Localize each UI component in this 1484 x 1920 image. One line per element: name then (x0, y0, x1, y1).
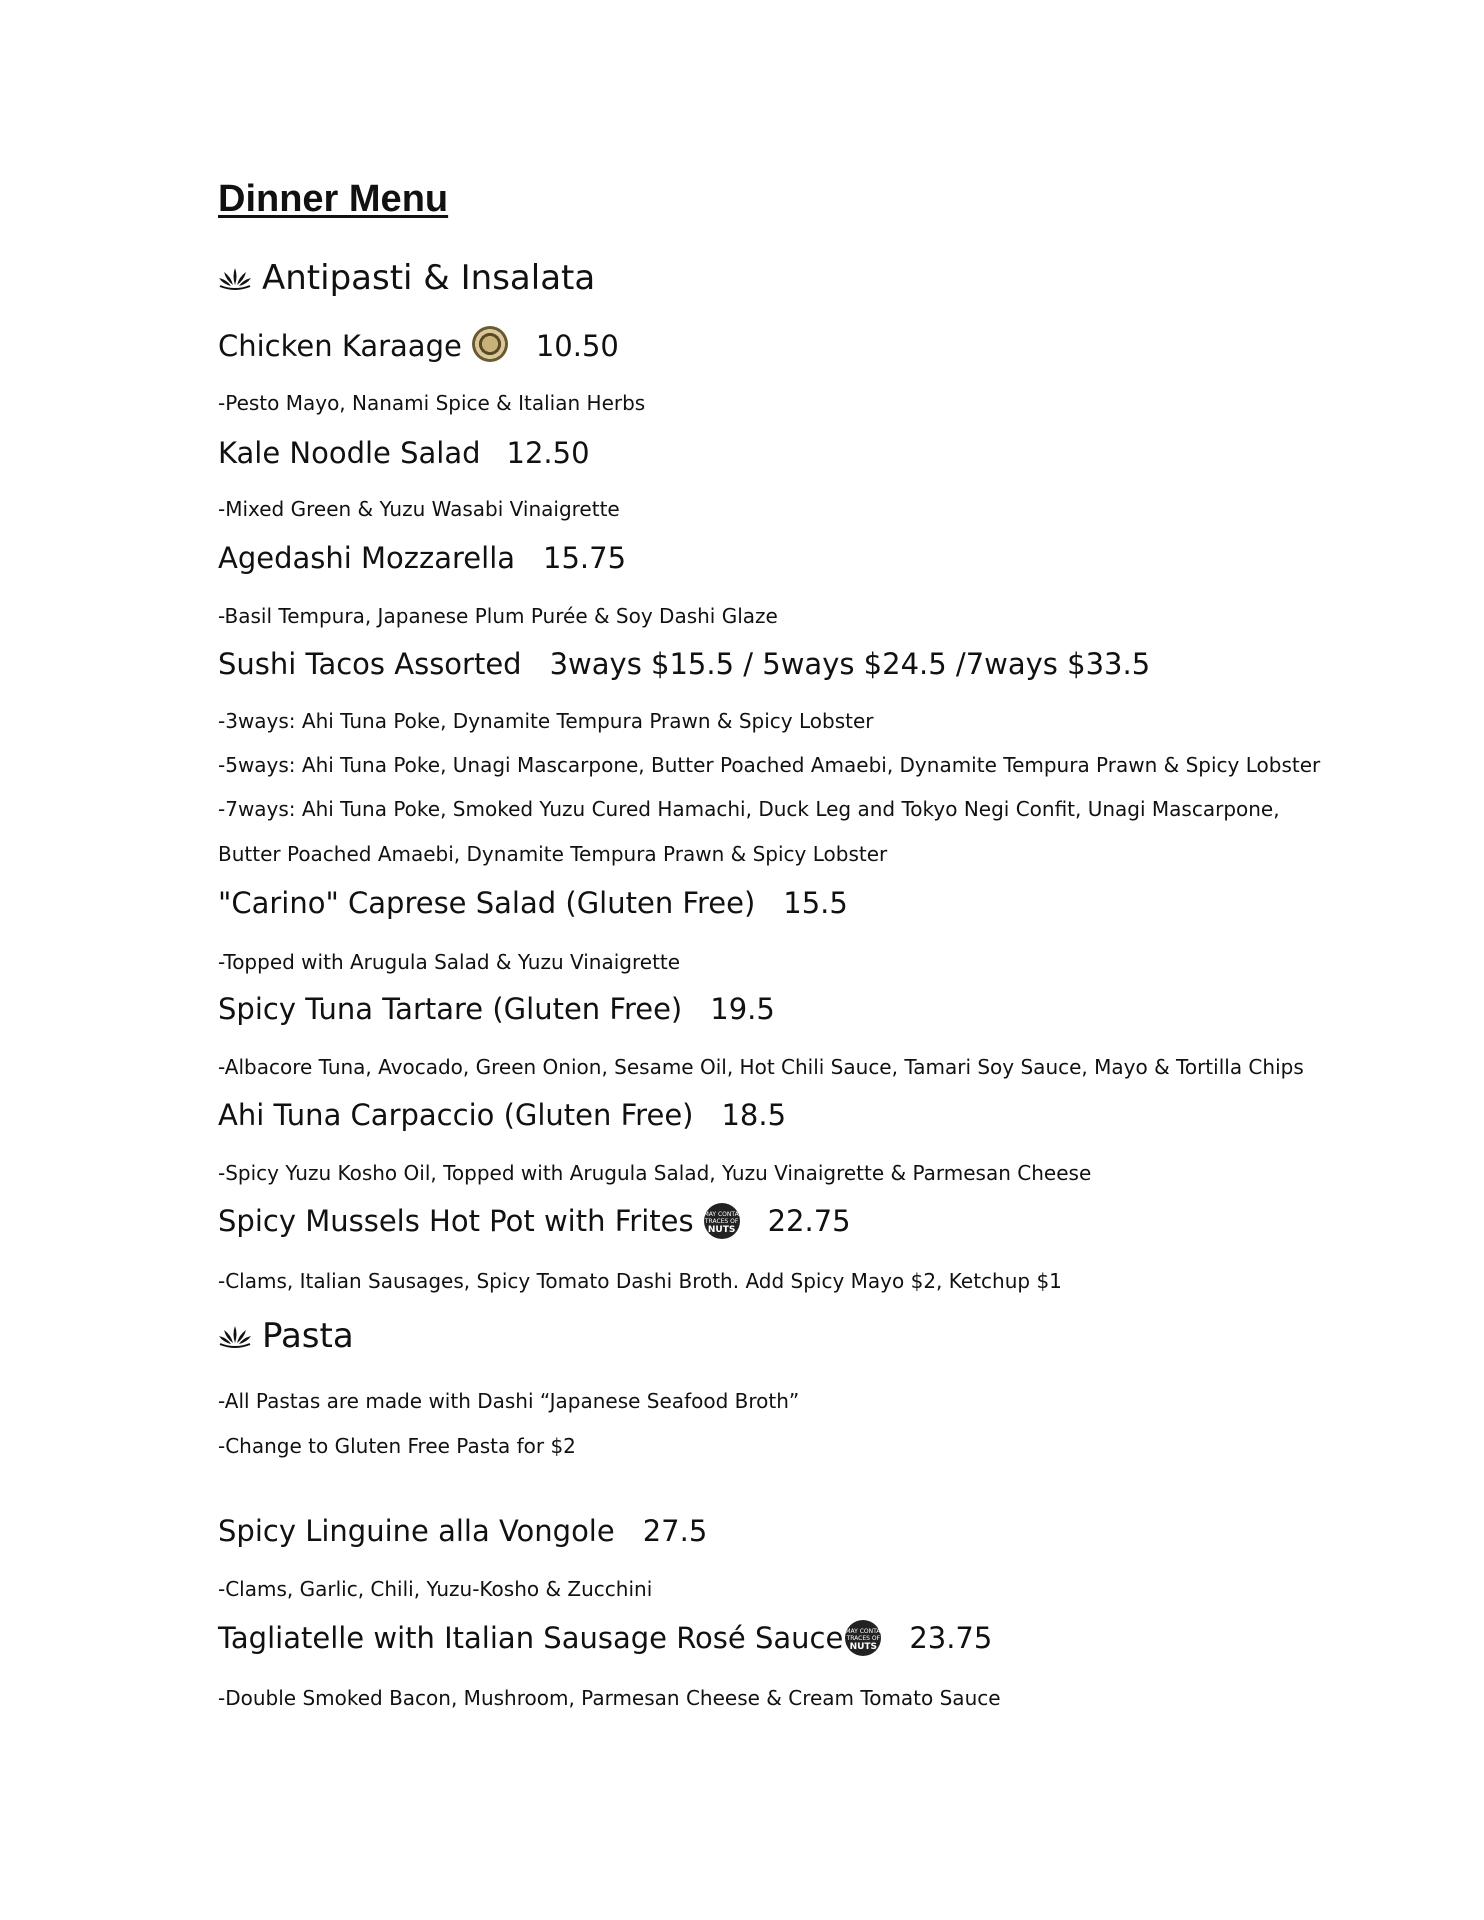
item-description: -Spicy Yuzu Kosho Oil, Topped with Arugula Salad, Yuzu Vinaigrette & Parmesan Cheese (218, 1161, 1092, 1185)
item-price: 22.75 (767, 1204, 851, 1238)
item-description: -Basil Tempura, Japanese Plum Purée & Soy Dashi Glaze (218, 604, 778, 628)
page-title: Dinner Menu (218, 178, 449, 220)
item-description: Butter Poached Amaebi, Dynamite Tempura Prawn & Spicy Lobster (218, 842, 888, 866)
menu-item (218, 436, 590, 470)
item-name: Spicy Mussels Hot Pot with Frites (218, 1204, 694, 1238)
item-price: 15.5 (783, 886, 848, 920)
section-title: Pasta (262, 1316, 354, 1356)
item-description: -3ways: Ahi Tuna Poke, Dynamite Tempura Prawn & Spicy Lobster (218, 709, 874, 733)
menu-item (218, 541, 626, 575)
item-name: Agedashi Mozzarella (218, 541, 516, 575)
lotus-icon (218, 1324, 252, 1348)
section-pasta-heading (218, 1316, 354, 1356)
item-price: 12.50 (506, 436, 590, 470)
menu-item (218, 1203, 851, 1239)
item-name: Ahi Tuna Carpaccio (Gluten Free) (218, 1098, 694, 1132)
section-antipasti-heading (218, 258, 595, 298)
item-description: -Mixed Green & Yuzu Wasabi Vinaigrette (218, 497, 620, 521)
item-price: 15.75 (543, 541, 627, 575)
item-price: 19.5 (710, 992, 775, 1026)
nut-allergen-icon (472, 326, 508, 362)
section-note: -All Pastas are made with Dashi “Japanese Seafood Broth” (218, 1389, 800, 1413)
section-note: -Change to Gluten Free Pasta for $2 (218, 1434, 576, 1458)
item-price: 10.50 (535, 329, 619, 363)
item-price: 18.5 (721, 1098, 787, 1132)
menu-item (218, 1514, 707, 1548)
item-description: -Clams, Garlic, Chili, Yuzu-Kosho & Zucchini (218, 1577, 653, 1601)
menu-item (218, 647, 1150, 681)
menu-item (218, 1620, 992, 1656)
item-name: Tagliatelle with Italian Sausage Rosé Sauce (218, 1621, 844, 1655)
item-name: Chicken Karaage (218, 329, 462, 363)
item-name: Kale Noodle Salad (218, 436, 481, 470)
menu-item (218, 886, 848, 920)
item-name: Sushi Tacos Assorted (218, 647, 522, 681)
section-title: Antipasti & Insalata (262, 258, 596, 298)
menu-item (218, 328, 619, 364)
nuts-warning-icon: MAY CONTAIN TRACES OF NUTS (704, 1203, 740, 1239)
item-description: -Albacore Tuna, Avocado, Green Onion, Sesame Oil, Hot Chili Sauce, Tamari Soy Sauce, Mayo & Tortilla Chips (218, 1055, 1304, 1079)
item-description: -5ways: Ahi Tuna Poke, Unagi Mascarpone, Butter Poached Amaebi, Dynamite Tempura Prawn & Spicy Lobster (218, 753, 1321, 777)
item-description: -Clams, Italian Sausages, Spicy Tomato Dashi Broth. Add Spicy Mayo $2, Ketchup $1 (218, 1269, 1062, 1293)
lotus-icon (218, 266, 252, 290)
item-description: -Topped with Arugula Salad & Yuzu Vinaigrette (218, 950, 681, 974)
item-price: 3ways $15.5 / 5ways $24.5 /7ways $33.5 (549, 647, 1151, 681)
item-name: "Carino" Caprese Salad (Gluten Free) (218, 886, 756, 920)
item-price: 27.5 (642, 1514, 708, 1548)
item-price: 23.75 (909, 1621, 993, 1655)
item-description: -7ways: Ahi Tuna Poke, Smoked Yuzu Cured Hamachi, Duck Leg and Tokyo Negi Confit, Unagi Mascarpone, (218, 797, 1280, 821)
menu-item (218, 992, 775, 1026)
item-name: Spicy Linguine alla Vongole (218, 1514, 615, 1548)
item-description: -Double Smoked Bacon, Mushroom, Parmesan Cheese & Cream Tomato Sauce (218, 1686, 1001, 1710)
menu-item (218, 1098, 786, 1132)
item-name: Spicy Tuna Tartare (Gluten Free) (218, 992, 683, 1026)
item-description: -Pesto Mayo, Nanami Spice & Italian Herbs (218, 391, 646, 415)
nuts-warning-icon: MAY CONTAIN TRACES OF NUTS (845, 1620, 881, 1656)
